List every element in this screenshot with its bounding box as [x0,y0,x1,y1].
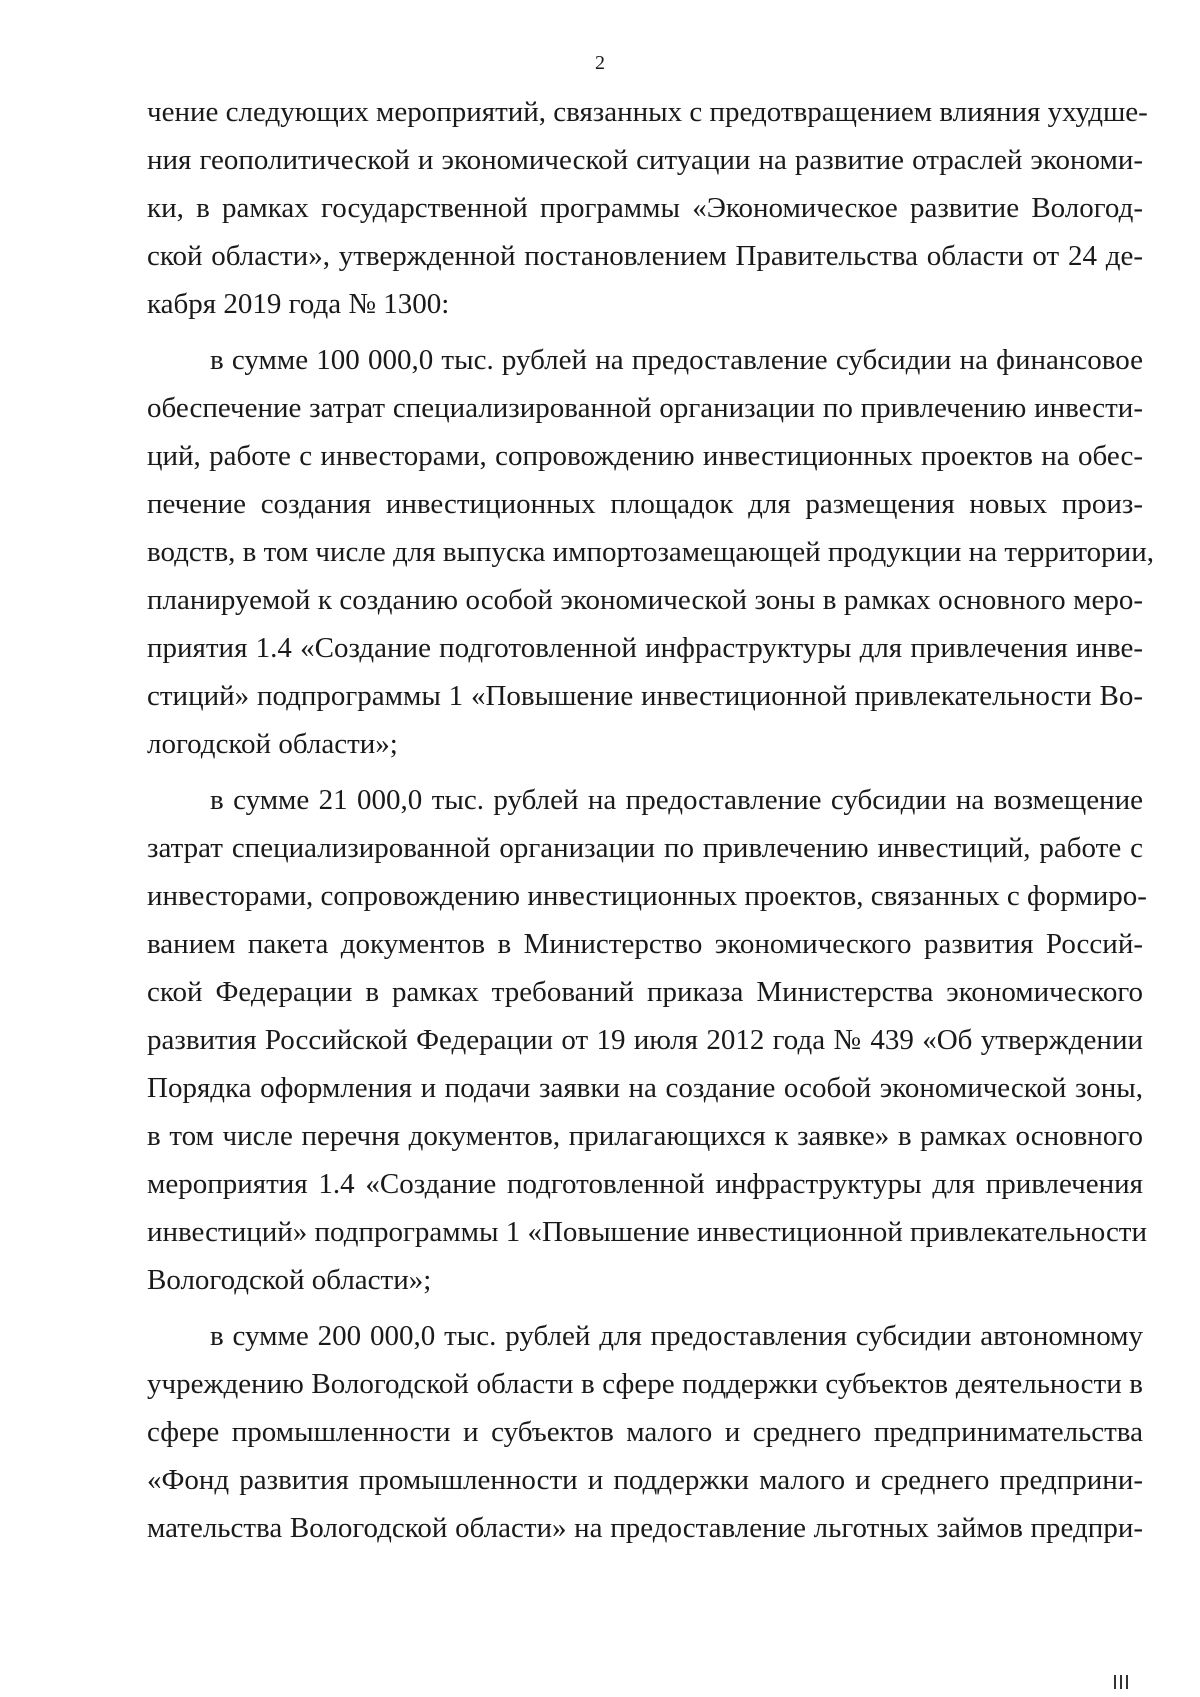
paragraph-line: учреждению Вологодской области в сфере поддержки субъектов деятельности в [147,1368,1143,1400]
page-number: 2 [595,52,605,74]
paragraph [147,1312,1143,1552]
paragraph-line: ки, в рамках государственной программы «Экономическое развитие Вологод- [147,192,1143,224]
paragraph-line: развития Российской Федерации от 19 июля 2012 года № 439 «Об утверждении [147,1024,1143,1056]
paragraph-line: затрат специализированной организации по привлечению инвестиций, работе с [147,832,1143,864]
paragraph-line: инвестиций» подпрограммы 1 «Повышение инвестиционной привлекательности [147,1216,1148,1248]
paragraph [147,776,1148,1304]
paragraph [147,88,1148,328]
paragraph-line: обеспечение затрат специализированной организации по привлечению инвести- [147,392,1143,424]
paragraph-line: кабря 2019 года № 1300: [147,288,450,320]
paragraph-line: планируемой к созданию особой экономической зоны в рамках основного меро- [147,584,1143,616]
paragraph-gap [147,768,1143,776]
paragraph-line: «Фонд развития промышленности и поддержки малого и среднего предприни- [147,1464,1143,1496]
paragraph-line: ской области», утвержденной постановлением Правительства области от 24 де- [147,240,1143,272]
paragraph-line: инвесторами, сопровождению инвестиционных проектов, связанных с формиро- [147,880,1147,912]
paragraph [147,336,1154,768]
paragraph-line: ния геополитической и экономической ситуации на развитие отраслей экономи- [147,144,1143,176]
paragraph-line: ций, работе с инвесторами, сопровождению инвестиционных проектов на обес- [147,440,1143,472]
paragraph-gap [147,1304,1143,1312]
paragraph-line: приятия 1.4 «Создание подготовленной инфраструктуры для привлечения инве- [147,632,1143,664]
paragraph-line: чение следующих мероприятий, связанных с предотвращением влияния ухудше- [147,96,1148,128]
scan-artifact-marks [1114,1675,1140,1689]
paragraph-line: в сумме 100 000,0 тыс. рублей на предоставление субсидии на финансовое [210,344,1143,376]
paragraph-line: в сумме 21 000,0 тыс. рублей на предоставление субсидии на возмещение [210,784,1143,816]
paragraph-line: мероприятия 1.4 «Создание подготовленной инфраструктуры для привлечения [147,1168,1143,1200]
paragraph-line: Вологодской области»; [147,1264,432,1296]
paragraph-gap [147,328,1143,336]
paragraph-line: в том числе перечня документов, прилагающихся к заявке» в рамках основного [147,1120,1143,1152]
paragraph-line: мательства Вологодской области» на предоставление льготных займов предпри- [147,1512,1143,1544]
paragraph-line: ской Федерации в рамках требований приказа Министерства экономического [147,976,1143,1008]
paragraph-line: стиций» подпрограммы 1 «Повышение инвестиционной привлекательности Во- [147,680,1143,712]
paragraph-line: логодской области»; [147,728,398,760]
document-body [147,88,1154,1552]
paragraph-line: водств, в том числе для выпуска импортозамещающей продукции на территории, [147,536,1154,568]
paragraph-line: ванием пакета документов в Министерство экономического развития Россий- [147,928,1143,960]
paragraph-line: печение создания инвестиционных площадок для размещения новых произ- [147,488,1143,520]
paragraph-line: сфере промышленности и субъектов малого и среднего предпринимательства [147,1416,1143,1448]
paragraph-line: в сумме 200 000,0 тыс. рублей для предоставления субсидии автономному [210,1320,1143,1352]
paragraph-line: Порядка оформления и подачи заявки на создание особой экономической зоны, [147,1072,1143,1104]
